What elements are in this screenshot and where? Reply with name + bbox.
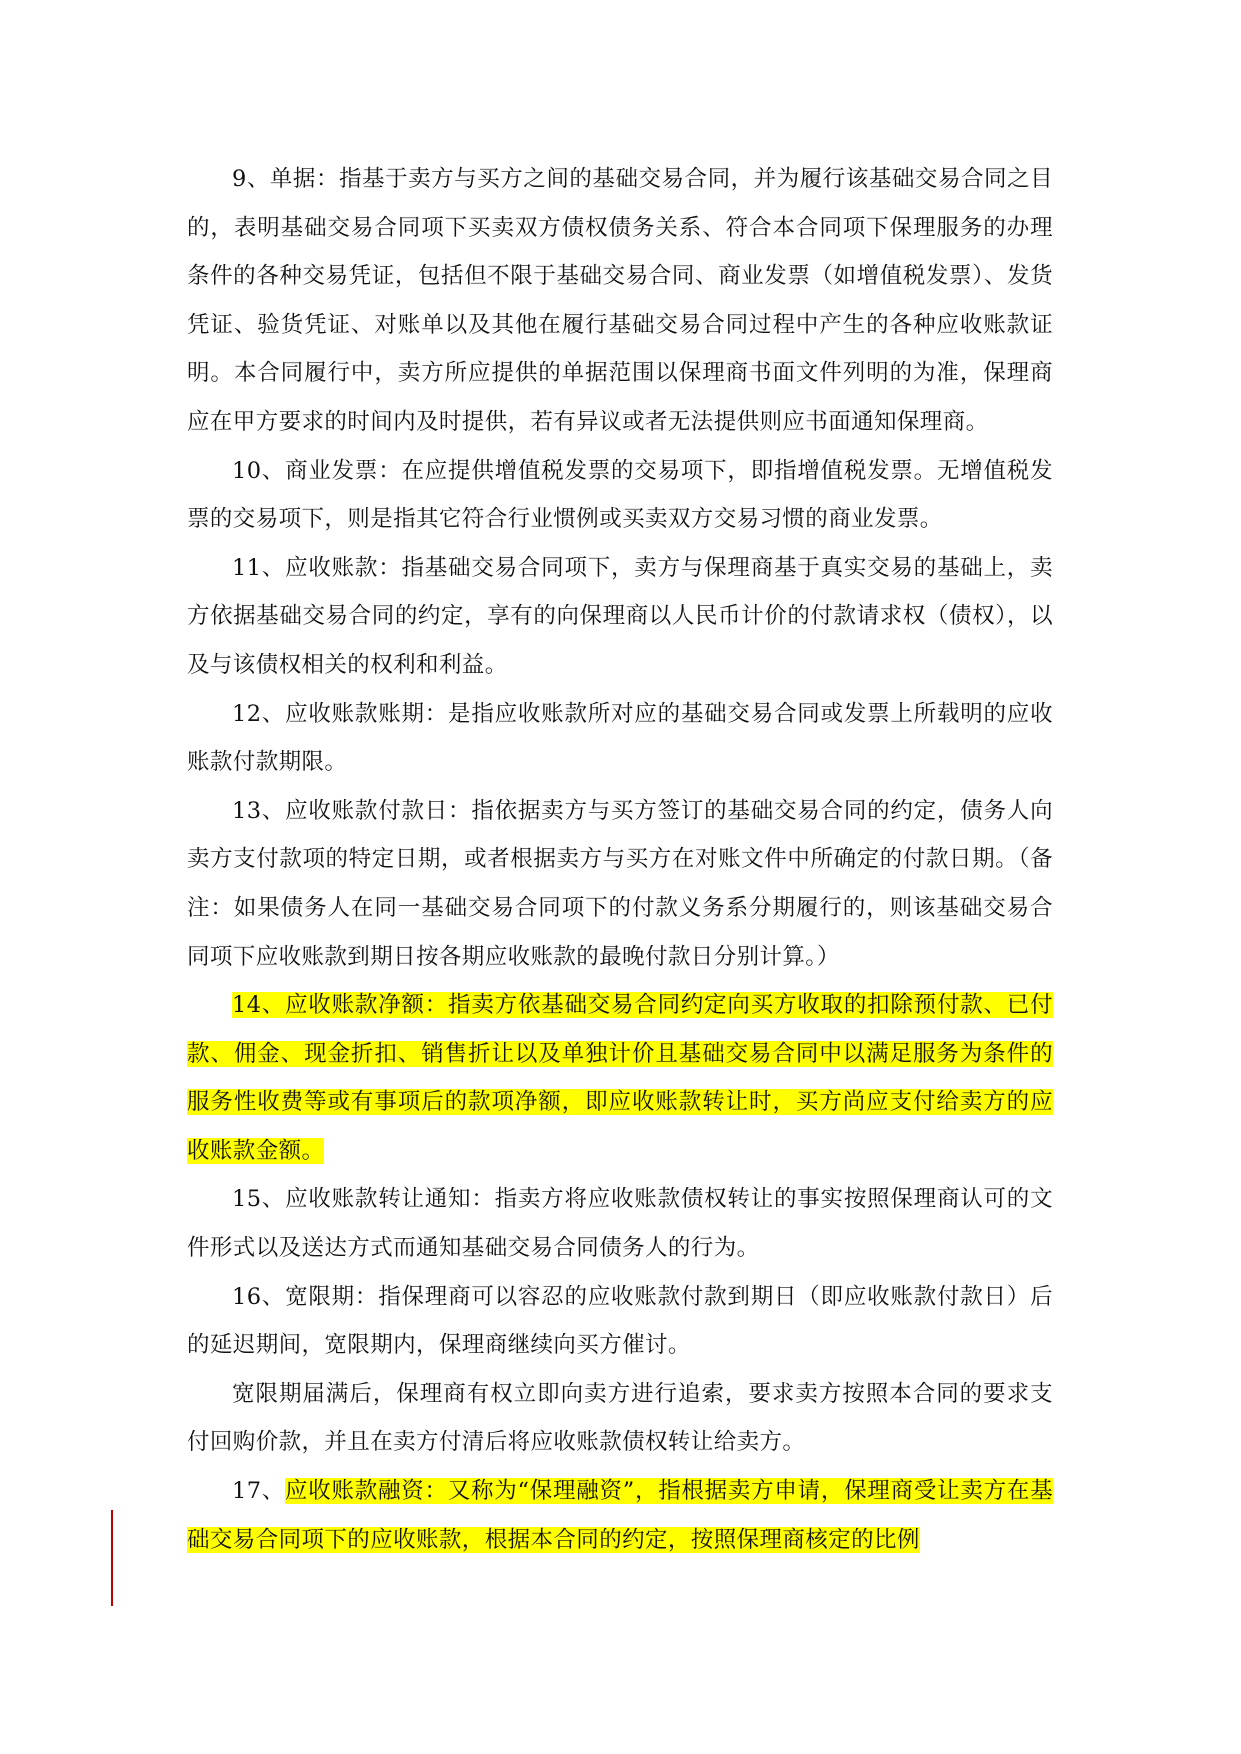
clause-15: 15、应收账款转让通知：指卖方将应收账款债权转让的事实按照保理商认可的文件形式以及送达方式而通知基础交易合同债务人的行为。	[187, 1186, 1053, 1262]
clause-17-number: 17、	[232, 1478, 286, 1505]
clause-16: 16、宽限期：指保理商可以容忍的应收账款付款到期日（即应收账款付款日）后的延迟期间，宽限期内，保理商继续向买方催讨。	[187, 1283, 1053, 1359]
clause-9: 9、单据：指基于卖方与买方之间的基础交易合同，并为履行该基础交易合同之目的，表明基础交易合同项下买卖双方债权债务关系、符合本合同项下保理服务的办理条件的各种交易凭证，包括但不限于基础交易合同、商业发票（如增值税发票）、发货凭证、验货凭证、对账单以及其他在履行基础交易合同过程中产生的各种应收账款证明。本合同履行中，卖方所应提供的单据范围以保理商书面文件列明的为准，保理商应在甲方要求的时间内及时提供，若有异议或者无法提供则应书面通知保理商。	[187, 166, 1053, 435]
clause-17	[187, 1467, 1053, 1564]
document-body	[187, 155, 1053, 1564]
revision-bar	[111, 1510, 113, 1606]
clause-10: 10、商业发票：在应提供增值税发票的交易项下，即指增值税发票。无增值税发票的交易项下，则是指其它符合行业惯例或买卖双方交易习惯的商业发票。	[187, 457, 1053, 533]
clause-12: 12、应收账款账期：是指应收账款所对应的基础交易合同或发票上所载明的应收账款付款期限。	[187, 700, 1053, 776]
clause-17-highlight: 应收账款融资：又称为“保理融资”，指根据卖方申请，保理商受让卖方在基础交易合同项下的应收账款，根据本合同的约定，按照保理商核定的比例	[187, 1478, 1053, 1553]
clause-14	[187, 981, 1053, 1175]
clause-11: 11、应收账款：指基础交易合同项下，卖方与保理商基于真实交易的基础上，卖方依据基础交易合同的约定，享有的向保理商以人民币计价的付款请求权（债权），以及与该债权相关的权利和利益。	[187, 554, 1053, 678]
clause-16-continued: 宽限期届满后，保理商有权立即向卖方进行追索，要求卖方按照本合同的要求支付回购价款，并且在卖方付清后将应收账款债权转让给卖方。	[187, 1380, 1053, 1456]
clause-13: 13、应收账款付款日：指依据卖方与买方签订的基础交易合同的约定，债务人向卖方支付款项的特定日期，或者根据卖方与买方在对账文件中所确定的付款日期。（备注：如果债务人在同一基础交易合同项下的付款义务系分期履行的，则该基础交易合同项下应收账款到期日按各期应收账款的最晚付款日分别计算。）	[187, 797, 1053, 970]
clause-14-highlight: 14、应收账款净额：指卖方依基础交易合同约定向买方收取的扣除预付款、已付款、佣金、现金折扣、销售折让以及单独计价且基础交易合同中以满足服务为条件的服务性收费等或有事项后的款项净额，即应收账款转让时，买方尚应支付给卖方的应收账款金额。	[187, 992, 1053, 1164]
